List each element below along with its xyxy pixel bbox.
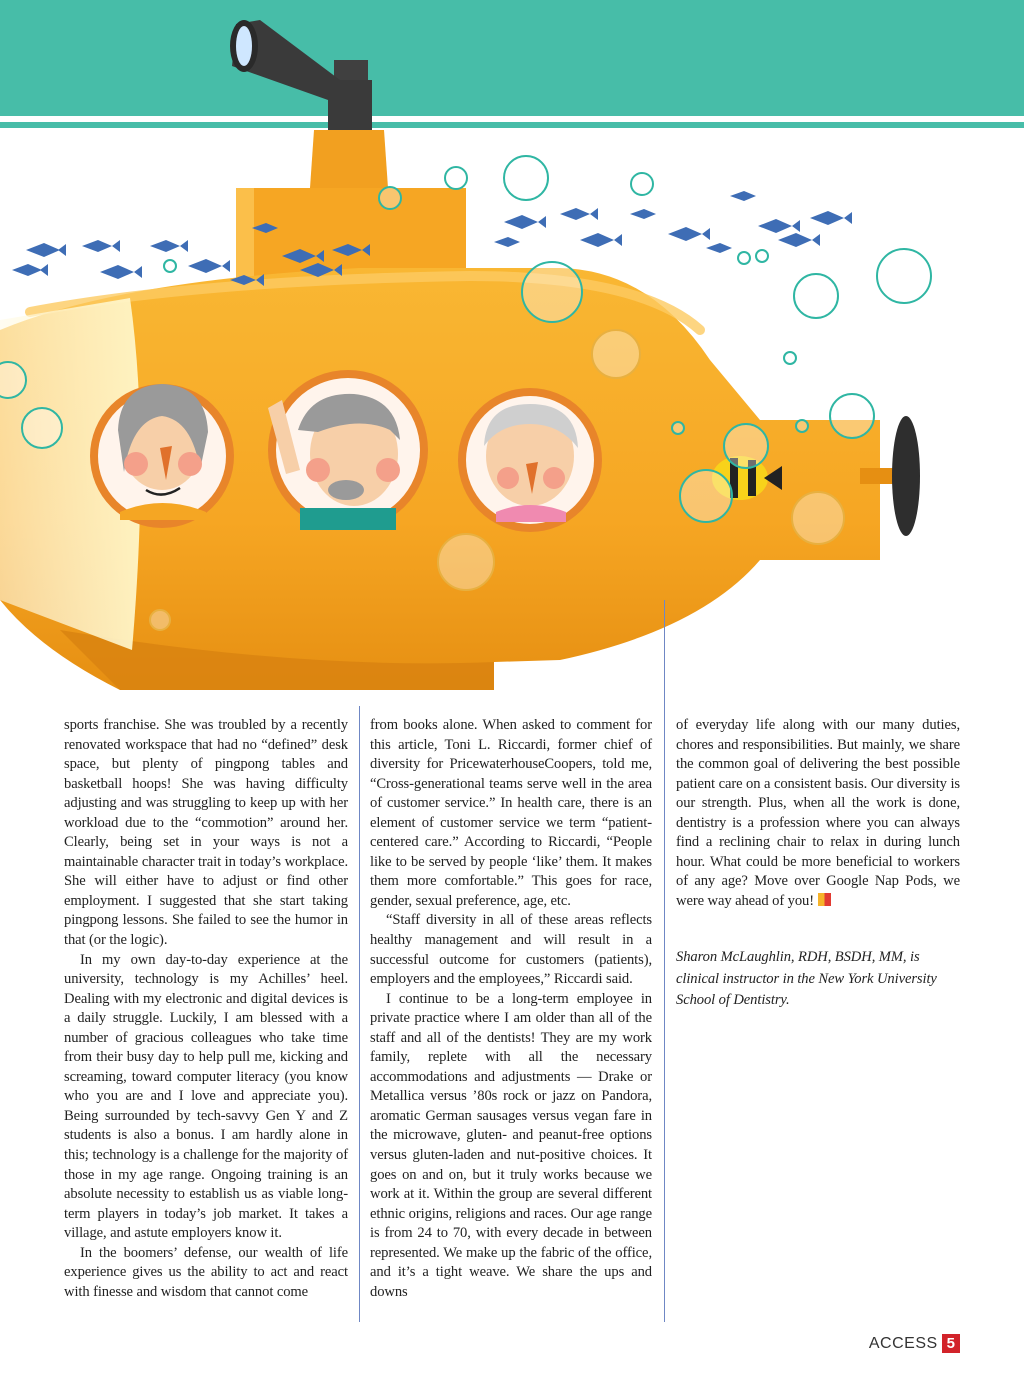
article-column-3 <box>676 716 960 1012</box>
paragraph: from books alone. When asked to comment for this article, Toni L. Riccardi, former chief of diversity for PricewaterhouseCoopers, told me, “Cross-generational teams serve well in the area of customer service.” In health care, there is an element of customer service we term “patient-centered care.” According to Riccardi, “People like to be served by people ‘like’ them. It makes them more comfortable.” This goes for race, gender, sexual preference, age, etc. <box>370 717 652 909</box>
paragraph <box>676 716 960 911</box>
page-number: 5 <box>942 1334 960 1353</box>
paragraph: In the boomers’ defense, our wealth of life experience gives us the ability to act and react with finesse and wisdom that cannot come <box>64 1244 348 1300</box>
paragraph: I continue to be a long-term employee in private practice where I am older than all of the staff and all of the dentists! They are my work family, replete with all the necessary accommodations and adjustments — Drake or Metallica versus ’80s rock or jazz on Pandora, aromatic German sausages versus vegan fare in the microwave, gluten- and peanut-free options versus gluten-laden and nut-positive choices. It goes on and on, but it truly works because we work at it. Within the group are several different ethnic origins, religions and races. Our age range is from 24 to 70, with every decade in between represented. We make up the fabric of the office, and it’s a tight weave. We share the ups and downs <box>370 990 652 1300</box>
conning-tower <box>310 130 388 188</box>
end-of-article-icon <box>818 893 831 906</box>
paragraph: sports franchise. She was troubled by a recently renovated workspace that had no “defined” desk space, but plenty of pingpong tables and basketball hoops! She was having difficulty adjusting and was struggling to keep up with her workload due to the “commotion” around her. Clearly, being set in your ways is not a maintainable character trait in today’s workplace. She will either have to adjust or find other employment. I suggested that she start taking pingpong lessons. She failed to see the humor in that (or the logic). <box>64 717 348 949</box>
porthole-right <box>458 388 602 532</box>
article-column-2 <box>370 716 652 1302</box>
porthole-left <box>90 384 234 528</box>
sea-band <box>0 0 1024 116</box>
sea-band-line <box>0 116 1024 122</box>
paragraph-text: of everyday life along with our many duties, chores and responsibilities. But mainly, we share the common goal of delivering the best possible patient care on a consistent basis. Our diversity is our strength. Plus, when all the work is done, dentistry is a profession where you can always find a reclining chair to relax in during lunch hour. What could be more beneficial to workers of any age? Move over Google Nap Pods, we were way ahead of you! <box>676 717 960 909</box>
magazine-name: ACCESS <box>868 1334 938 1352</box>
paragraph: “Staff diversity in all of these areas reflects healthy management and will result in a successful outcome for customers (patients), employers and the employees,” Riccardi said. <box>370 912 652 988</box>
author-bio: Sharon McLaughlin, RDH, BSDH, MM, is clinical instructor in the New York University School of Dentistry. <box>676 949 937 1009</box>
column-divider <box>359 706 360 1322</box>
article-column-1 <box>64 716 348 1302</box>
porthole-middle <box>268 370 428 530</box>
paragraph: In my own day-to-day experience at the university, technology is my Achilles’ heel. Dealing with my electronic and digital devices is a daily struggle. Luckily, I am blessed with a number of gracious colleagues who take time from their busy day to help pull me, kicking and screaming, toward computer literacy (you know who you are and I love and appreciate you). Being surrounded by tech-savvy Gen Y and Z students is also a bonus. I am hardly alone in this; technology is a challenge for the majority of those in my age range. Ongoing training is an absolute necessity to establish us as viable long-term players in today’s job market. It takes a village, and astute employers know it. <box>64 951 348 1242</box>
column-divider <box>664 600 665 1322</box>
page-footer <box>869 1334 960 1353</box>
